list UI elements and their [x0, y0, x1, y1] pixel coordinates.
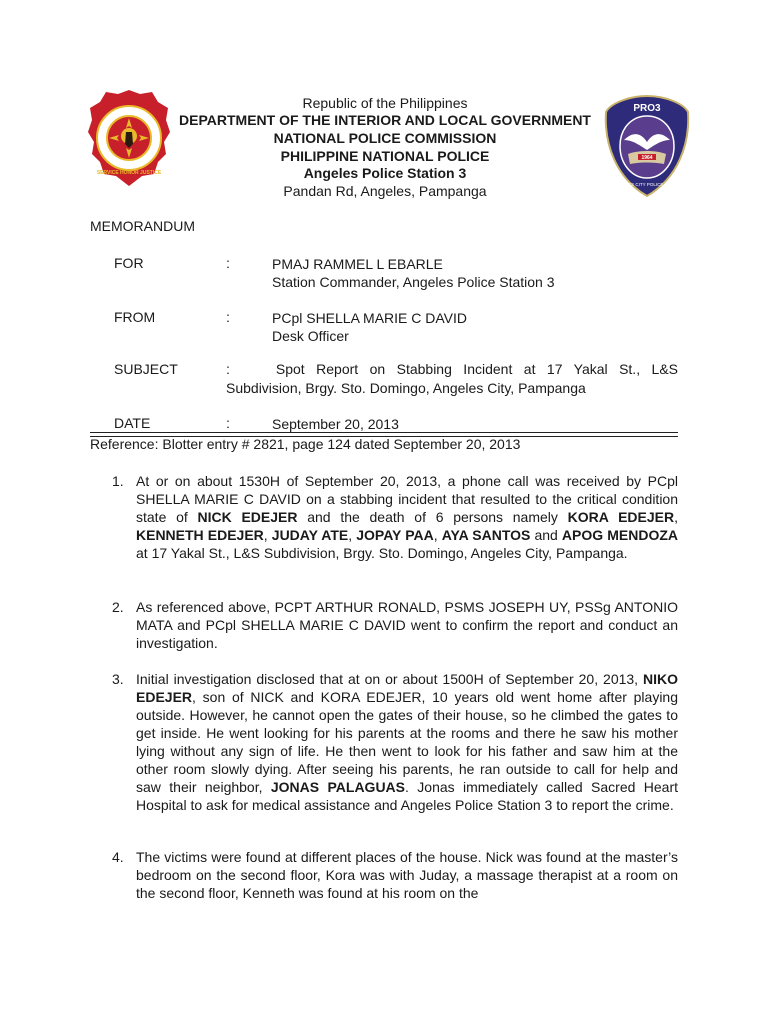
person-name: KORA EDEJER: [567, 509, 675, 525]
subject-label: SUBJECT: [114, 361, 178, 377]
paragraph-number: 4.: [112, 849, 124, 865]
person-name: KENNETH EDEJER: [136, 527, 264, 543]
svg-text:ANGELES CITY POLICE OFFICE: ANGELES CITY POLICE OFFICE: [612, 182, 682, 187]
for-name: PMAJ RAMMEL L EBARLE: [272, 256, 443, 272]
paragraph-number: 3.: [112, 671, 124, 687]
header-napolcom: NATIONAL POLICE COMMISSION: [273, 130, 497, 146]
person-name: JOPAY PAA: [356, 527, 434, 543]
from-colon: :: [226, 309, 230, 325]
from-name: PCpl SHELLA MARIE C DAVID: [272, 310, 468, 326]
for-value: [272, 255, 692, 291]
header-department: DEPARTMENT OF THE INTERIOR AND LOCAL GOVERNMENT: [179, 112, 591, 128]
paragraph-number: 1.: [112, 473, 124, 489]
paragraph-text: The victims were found at different places of the house. Nick was found at the master’s bedroom on the second floor, Kora was with Juday, a massage therapist at a room on the second floor, Kenneth was found at his room on the: [136, 849, 678, 901]
person-name: NICK EDEJER: [197, 509, 298, 525]
reference-line: Reference: Blotter entry # 2821, page 124 dated September 20, 2013: [90, 436, 521, 452]
header-address: Pandan Rd, Angeles, Pampanga: [283, 183, 487, 199]
header-station: Angeles Police Station 3: [303, 165, 467, 181]
paragraph-number: 2.: [112, 599, 124, 615]
for-label: FOR: [114, 255, 144, 271]
svg-text:PRO3: PRO3: [633, 103, 661, 114]
from-label: FROM: [114, 309, 156, 325]
person-name: JONAS PALAGUAS: [270, 779, 406, 795]
person-name: APOG MENDOZA: [561, 527, 678, 543]
person-name: NIKO EDEJER: [136, 671, 678, 705]
for-title: Station Commander, Angeles Police Station 3: [272, 274, 555, 290]
svg-text:SERVICE HONOR JUSTICE: SERVICE HONOR JUSTICE: [96, 170, 162, 176]
subject-value: [226, 360, 678, 398]
paragraph-text: As referenced above, PCPT ARTHUR RONALD, PSMS JOSEPH UY, PSSg ANTONIO MATA and PCpl SHELLA MARIE C DAVID went to confirm the report and conduct an investigation.: [136, 599, 678, 651]
header-pnp: PHILIPPINE NATIONAL POLICE: [280, 148, 490, 164]
memorandum-title: MEMORANDUM: [90, 218, 195, 234]
from-value: [272, 309, 692, 345]
for-colon: :: [226, 255, 230, 271]
svg-text:1964: 1964: [641, 155, 653, 161]
paragraph-text: At or on about 1530H of September 20, 2013, a phone call was received by PCpl SHELLA MARIE C DAVID on a stabbing incident that resulted to the critical condition state of NICK EDEJER and the death of 6 persons namely KORA EDEJER, KENNETH EDEJER, JUDAY ATE, JOPAY PAA, AYA SANTOS and APOG MENDOZA at 17 Yakal St., L&S Subdivision, Brgy. Sto. Domingo, Angeles City, Pampanga.: [136, 473, 678, 561]
divider-top: [90, 432, 678, 433]
person-name: AYA SANTOS: [441, 527, 531, 543]
subject-text: Spot Report on Stabbing Incident at 17 Yakal St., L&S Subdivision, Brgy. Sto. Domingo, Angeles City, Pampanga: [226, 361, 678, 396]
header-republic: Republic of the Philippines: [302, 95, 468, 111]
paragraph-text: Initial investigation disclosed that at on or about 1500H of September 20, 2013, NIKO EDEJER, son of NICK and KORA EDEJER, 10 years old went home after playing outside. However, he cannot open the gates of their house, so he climbed the gates to get inside. He went looking for his parents at the rooms and there he saw his mother lying without any sign of life. He then went to look for his father and saw him at the other room slowly dying. After seeing his parents, he ran outside to call for help and saw their neighbor, JONAS PALAGUAS. Jonas immediately called Sacred Heart Hospital to ask for medical assistance and Angeles Police Station 3 to report the crime.: [136, 671, 679, 813]
date-colon: :: [226, 415, 230, 431]
subject-colon: :: [226, 361, 230, 377]
date-value: September 20, 2013: [272, 416, 399, 432]
from-title: Desk Officer: [272, 328, 349, 344]
date-label: DATE: [114, 415, 151, 431]
person-name: JUDAY ATE: [271, 527, 349, 543]
